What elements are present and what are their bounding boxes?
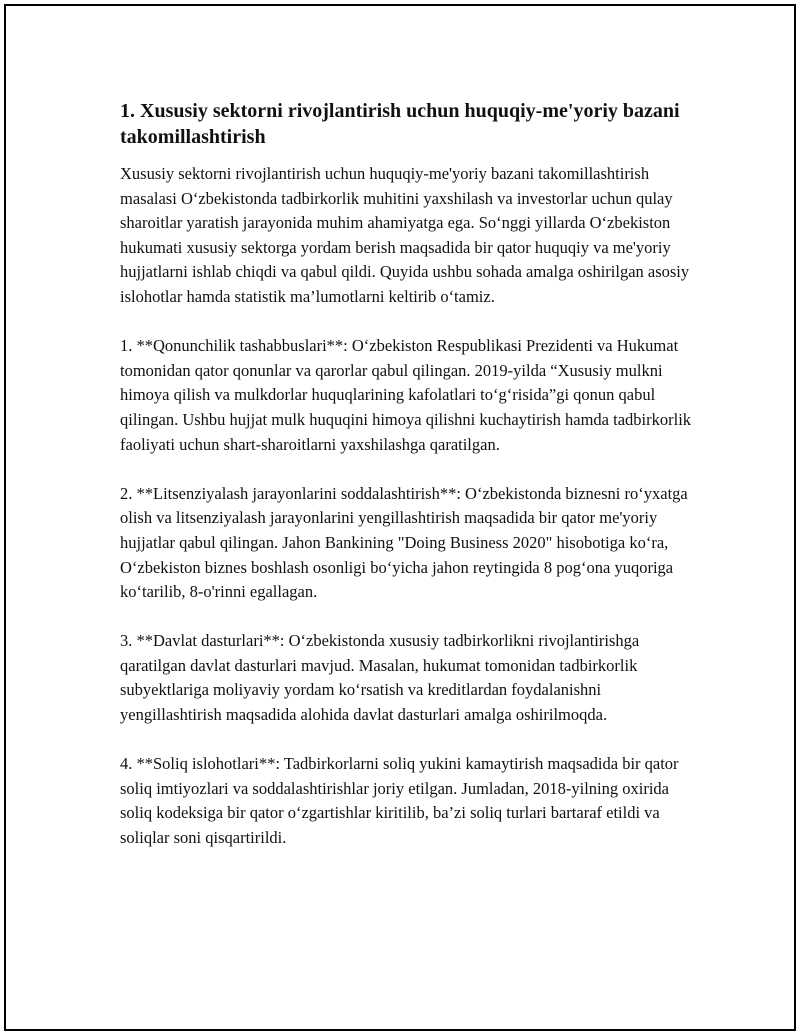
document-page [4, 4, 796, 1031]
licensing-paragraph: 2. **Litsenziyalash jarayonlarini soddalashtirish**: O‘zbekistonda biznesni ro‘yxatga olish va litsenziyalash jarayonlarini yengillashtirish maqsadida bir qator me'yoriy hujjatlar qabul qilingan. Jahon Bankining "Doing Business 2020" hisobotiga ko‘ra, O‘zbekiston biznes boshlash osonligi bo‘yicha jahon reytingida 8 pog‘ona yuqoriga ko‘tarilib, 8-o'rinni egallagan. [120, 483, 688, 602]
intro-paragraph: Xususiy sektorni rivojlantirish uchun huquqiy-me'yoriy bazani takomillashtirish masalasi O‘zbekistonda tadbirkorlik muhitini yaxshilash va investorlar uchun qulay sharoitlar yaratish jarayonida muhim ahamiyatga ega. So‘nggi yillarda O‘zbekiston hukumati xususiy sektorga yordam berish maqsadida bir qator huquqiy va me'yoriy hujjatlarni ishlab chiqdi va qabul qildi. Quyida ushbu sohada amalga oshirilgan asosiy islohotlar hamda statistik ma’lumotlarni keltirib o‘tamiz. [120, 164, 690, 306]
legislation-paragraph: 1. **Qonunchilik tashabbuslari**: O‘zbekiston Respublikasi Prezidenti va Hukumat tomonidan qator qonunlar va qarorlar qabul qilingan. 2019-yilda “Xususiy mulkni himoya qilish va mulkdorlar huquqlarining kafolatlari to‘g‘risida”gi qonun qabul qilingan. Ushbu hujjat mulk huquqini himoya qilishni kuchaytirish hamda tadbirkorlik faoliyati uchun shart-sharoitlarni yaxshilashga qaratilgan. [120, 336, 692, 454]
document-body [120, 98, 700, 851]
tax-reforms-paragraph: 4. **Soliq islohotlari**: Tadbirkorlarni soliq yukini kamaytirish maqsadida bir qator soliq imtiyozlari va soddalashtirishlar joriy etilgan. Jumladan, 2018-yilning oxirida soliq kodeksiga bir qator o‘zgartishlar kiritilib, ba’zi soliq turlari bartaraf etildi va soliqlar soni qisqartirildi. [120, 754, 679, 848]
section-heading: 1. Xususiy sektorni rivojlantirish uchun huquqiy-me'yoriy bazani takomillashtirish [120, 100, 680, 148]
state-programs-paragraph: 3. **Davlat dasturlari**: O‘zbekistonda xususiy tadbirkorlikni rivojlantirishga qaratilgan davlat dasturlari mavjud. Masalan, hukumat tomonidan tadbirkorlik subyektlariga moliyaviy yordam ko‘rsatish va kreditlardan foydalanishni yengillashtirish maqsadida alohida davlat dasturlari amalga oshirilmoqda. [120, 631, 640, 725]
